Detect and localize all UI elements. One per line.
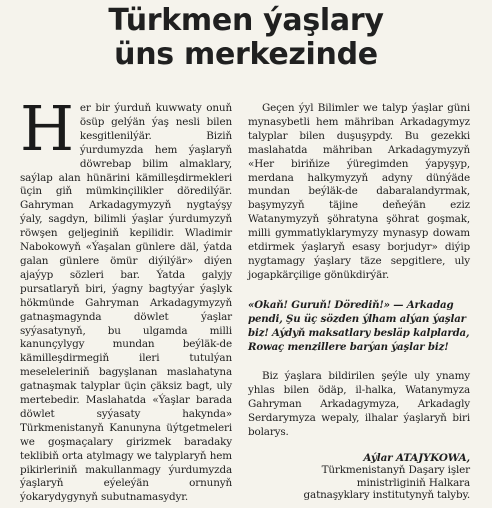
headline-line-2: üns merkezinde bbox=[114, 37, 378, 72]
author-name: Aýlar ATAJYKOWA, bbox=[363, 451, 470, 464]
author-role-line-3: gatnaşyklary institutynyň talyby. bbox=[303, 489, 470, 502]
article-column-right bbox=[248, 102, 470, 502]
article-paragraph-2: Geçen ýyl Bilimler we talyp ýaşlar güni mynasybetli hem mähriban Arkadagymyz talyplar bilen duşuşypdy. Bu gezekki maslahatda mähriban Arkadagymyzyň «Her biriňize ýüregimden ýapyşyp, merdana halkymyzyň adyny dünýäde mundan beýläk-de dabaralandyrmak, başymyzyň täjine deňeýän eziz Watanymyzyň şöhratyna şöhrat goşmak, milli gymmatlyklarymyzy mynasyp dowam etdirmek ýaşlaryň esasy borjudyr» diýip nygtamagy ýaşlary täze sepgitlere, uly jogapkärçilige gönükdirýär. bbox=[248, 102, 470, 281]
headline-line-1: Türkmen ýaşlary bbox=[108, 3, 384, 38]
poem-quote: «Okaň! Guruň! Dörediň!» — Arkadag pendi, Şu üç sözden ýlham alýan ýaşlar biz! Aýdyň maksatlary besläp kalplarda, Rowaç menzillere barýan ýaşlar biz! bbox=[248, 298, 470, 353]
article-paragraph-3: Biz ýaşlara bildirilen şeýle uly ynamy yhlas bilen ödäp, il-halka, Watanymyza Gahryman Arkadagymyza, Arkadagly Serdarymyza wepaly, ilhalar ýaşlaryň biri bolarys. bbox=[248, 370, 470, 439]
author-role-line-1: Türkmenistanyň Daşary işler bbox=[321, 464, 470, 477]
article-column-left bbox=[20, 92, 232, 505]
author-signature bbox=[248, 452, 470, 502]
article-headline bbox=[0, 4, 492, 72]
intro-text: er bir ýurduň kuwwaty onuň ösüp gelýän ýaş nesli bilen kesgitlenilýär. Biziň ýurdumyzda hem ýaşlaryň döwrebap bilim almaklary, saýlap alan hünärini kämilleşdirmekleri üçin giň mümkinçilikler döredilýär. Gahryman Arkadagymyzyň nygtaýşy ýaly, sagdyn, bilimli ýaşlar ýurdumyzyň röwşen geljeginiň kepilidir. Wladimir Nabokowyň «Ýaşalan günlere däl, ýatda galan günlere ömür diýilýär» diýen ajaýyp sözleri bar. Ýatda galyjy pursatlaryň biri, ýagny bagtyýar ýaşlyk hökmünde Gahryman Arkadagymyzyň gatnaşmagynda döwlet ýaşlar syýasatynyň, bu ulgamda milli kanunçylygy mundan beýläk-de kämilleşdirmegiň ileri tutulýan meseleleriniň bagyşlanan maslahatyna gatnaşmak talyplar üçin çäksiz bagt, uly mertebedir. Maslahatda «Ýaşlar barada döwlet syýasaty hakynda» Türkmenistanyň Kanunyna üýtgetmeleri we goşmaçalary girizmek baradaky teklibiň orta atylmagy we talyplaryň hem pikirleriniň makullanmagy ýurdumyzda ýaşlaryň eýeleýän ornunyň ýokarydygynyň subutnamasydyr. bbox=[20, 102, 232, 504]
drop-cap: H bbox=[20, 92, 74, 165]
article-paragraph-intro bbox=[20, 92, 232, 505]
author-role-line-2: ministrliginiň Halkara bbox=[356, 476, 470, 489]
